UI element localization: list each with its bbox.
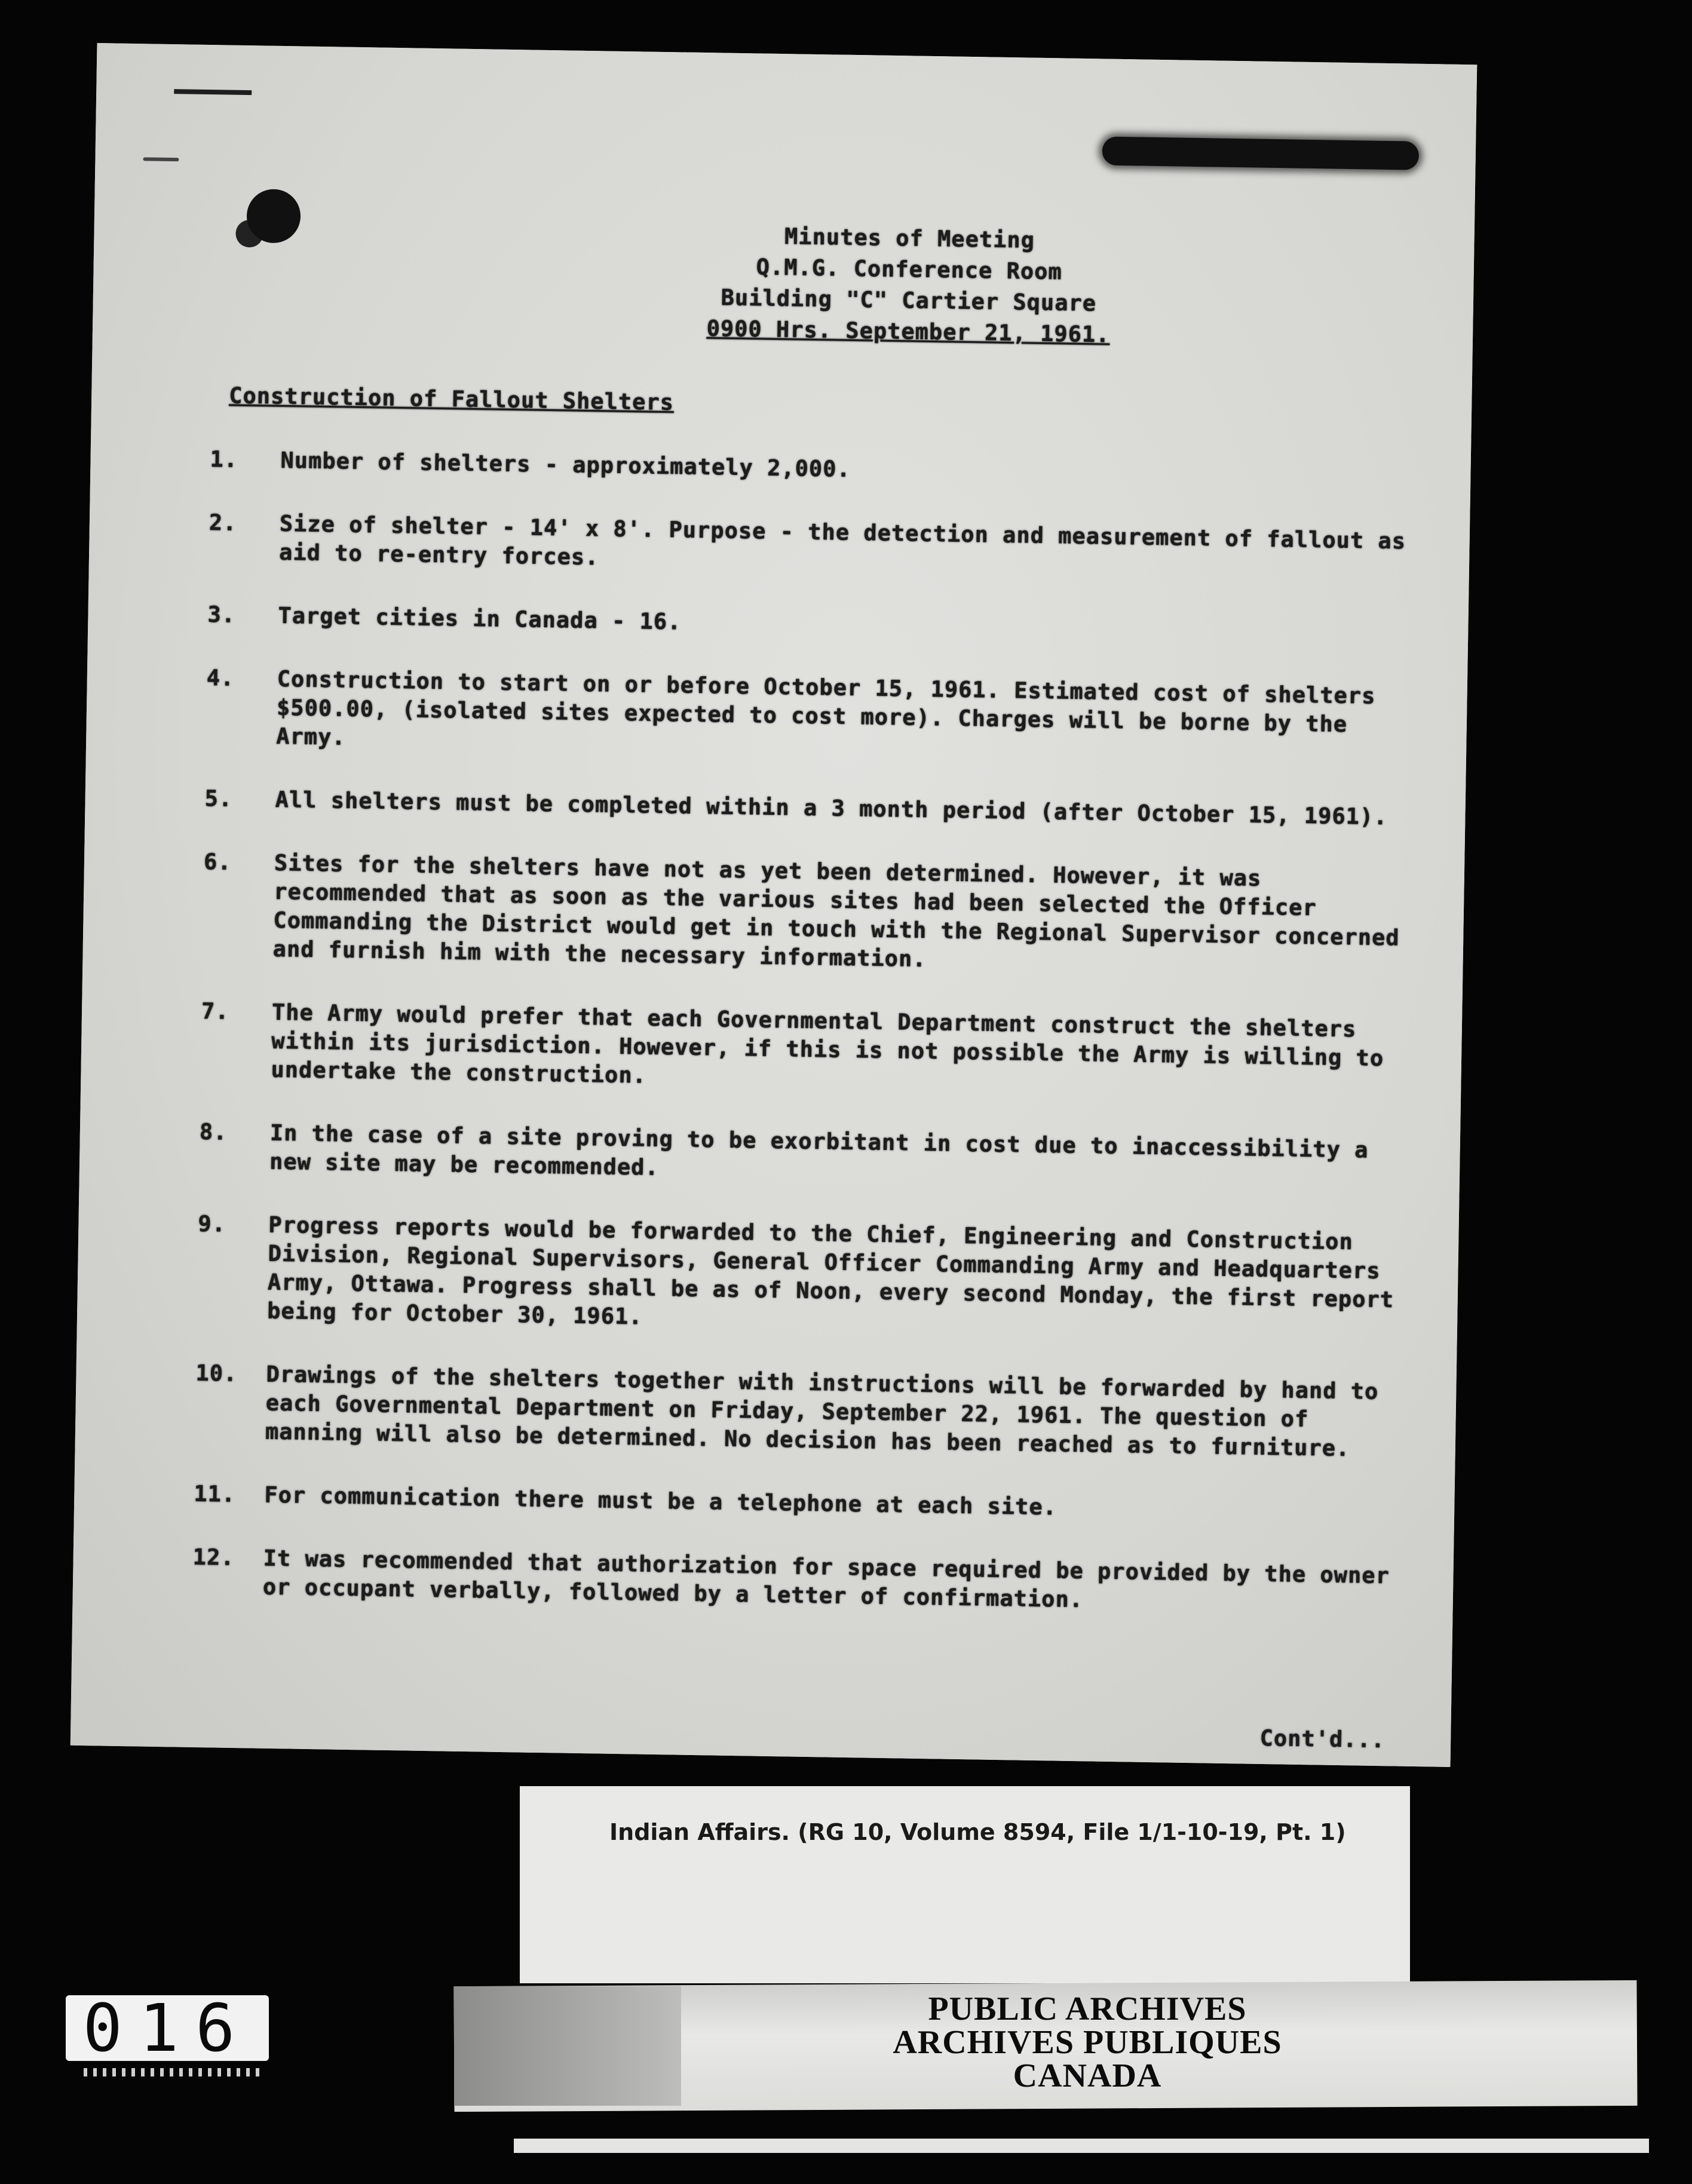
header-line-2: Q.M.G. Conference Room	[756, 254, 1063, 285]
list-item	[209, 508, 1410, 585]
film-ticks	[84, 2068, 263, 2076]
reference-text: Indian Affairs. (RG 10, Volume 8594, File 1/1-10-19, Pt. 1)	[609, 1819, 1346, 1845]
meeting-header	[93, 210, 1475, 356]
strip-shadow	[454, 1986, 681, 2106]
list-item	[197, 1210, 1399, 1343]
item-text: Progress reports would be forwarded to the Chief, Engineering and Construction Division, Regional Supervisors, General Officer Commanding Army and Headquarters Army, Ottawa. Progress shall be as of Noon, every second Monday, the first report being for October 30, 1961.	[266, 1211, 1394, 1330]
item-text: All shelters must be completed within a 3 month period (after October 15, 1961).	[275, 786, 1388, 830]
section-title: Construction of Fallout Shelters	[228, 382, 675, 416]
item-number: 11.	[194, 1480, 236, 1507]
item-text: Sites for the shelters have not as yet been determined. However, it was recommended that as soon as the various sites had been selected the Officer Commanding the District would get in touch with the Regional Supervisor concerned and furnish him with the necessary information.	[272, 849, 1400, 973]
list-item	[195, 1359, 1397, 1464]
list-item	[194, 1480, 1395, 1527]
item-text: It was recommended that authorization for space required be provided by the owner or occupant verbally, followed by a letter of confirmation.	[262, 1545, 1390, 1613]
margin-mark	[143, 157, 179, 161]
archive-label-line-1: PUBLIC ARCHIVES	[928, 1990, 1247, 2027]
header-line-3: Building "C" Cartier Square	[721, 284, 1097, 317]
list-item	[192, 1543, 1394, 1619]
pen-mark	[174, 89, 252, 95]
item-number: 9.	[198, 1210, 226, 1237]
item-number: 5.	[204, 786, 233, 812]
list-item	[204, 784, 1406, 832]
list-item	[206, 664, 1408, 769]
bottom-strip	[514, 2139, 1649, 2153]
item-number: 3.	[207, 602, 236, 628]
item-text: Size of shelter - 14' x 8'. Purpose - the detection and measurement of fallout as aid to re-entry forces.	[278, 510, 1406, 570]
list-item	[210, 445, 1411, 493]
item-text: For communication there must be a telephone at each site.	[264, 1481, 1058, 1520]
document-page	[70, 43, 1477, 1767]
list-item	[202, 848, 1405, 981]
item-text: Target cities in Canada - 16.	[278, 602, 682, 635]
minutes-list	[192, 445, 1411, 1654]
item-text: Construction to start on or before October 15, 1961. Estimated cost of shelters $500.00, (isolated sites expected to cost more). Charges will be borne by the Army.	[275, 665, 1376, 750]
archive-label-line-2: ARCHIVES PUBLIQUES	[893, 2024, 1282, 2061]
list-item	[200, 997, 1402, 1102]
item-number: 8.	[199, 1118, 228, 1145]
item-number: 7.	[201, 998, 229, 1024]
item-text: Number of shelters - approximately 2,000.	[280, 447, 851, 482]
header-line-1: Minutes of Meeting	[784, 223, 1035, 253]
header-line-4: 0900 Hrs. September 21, 1961.	[706, 315, 1110, 348]
item-number: 4.	[206, 665, 235, 691]
reference-card	[520, 1786, 1410, 1983]
continued-note: Cont'd...	[1259, 1725, 1386, 1753]
item-number: 2.	[209, 510, 237, 536]
item-text: Drawings of the shelters together with instructions will be forwarded by hand to each Governmental Department on Friday, September 22, 1961. The question of manning will also be determined. No decision has been reached as to furniture.	[265, 1361, 1379, 1462]
item-number: 6.	[203, 849, 232, 875]
list-item	[199, 1118, 1400, 1194]
item-number: 12.	[192, 1544, 235, 1570]
item-text: The Army would prefer that each Governmental Department construct the shelters within its jurisdiction. However, if this is not possible the Army is willing to undertake the construction.	[271, 999, 1384, 1088]
item-number: 10.	[195, 1360, 238, 1387]
redaction-mark	[1102, 136, 1420, 170]
frame-number: 016	[82, 1990, 252, 2066]
archive-label-line-3: CANADA	[1013, 2057, 1162, 2094]
item-number: 1.	[210, 446, 238, 473]
archive-label	[759, 1992, 1416, 2093]
item-text: In the case of a site proving to be exorbitant in cost due to inaccessibility a new site may be recommended.	[269, 1119, 1369, 1181]
list-item	[207, 600, 1409, 648]
